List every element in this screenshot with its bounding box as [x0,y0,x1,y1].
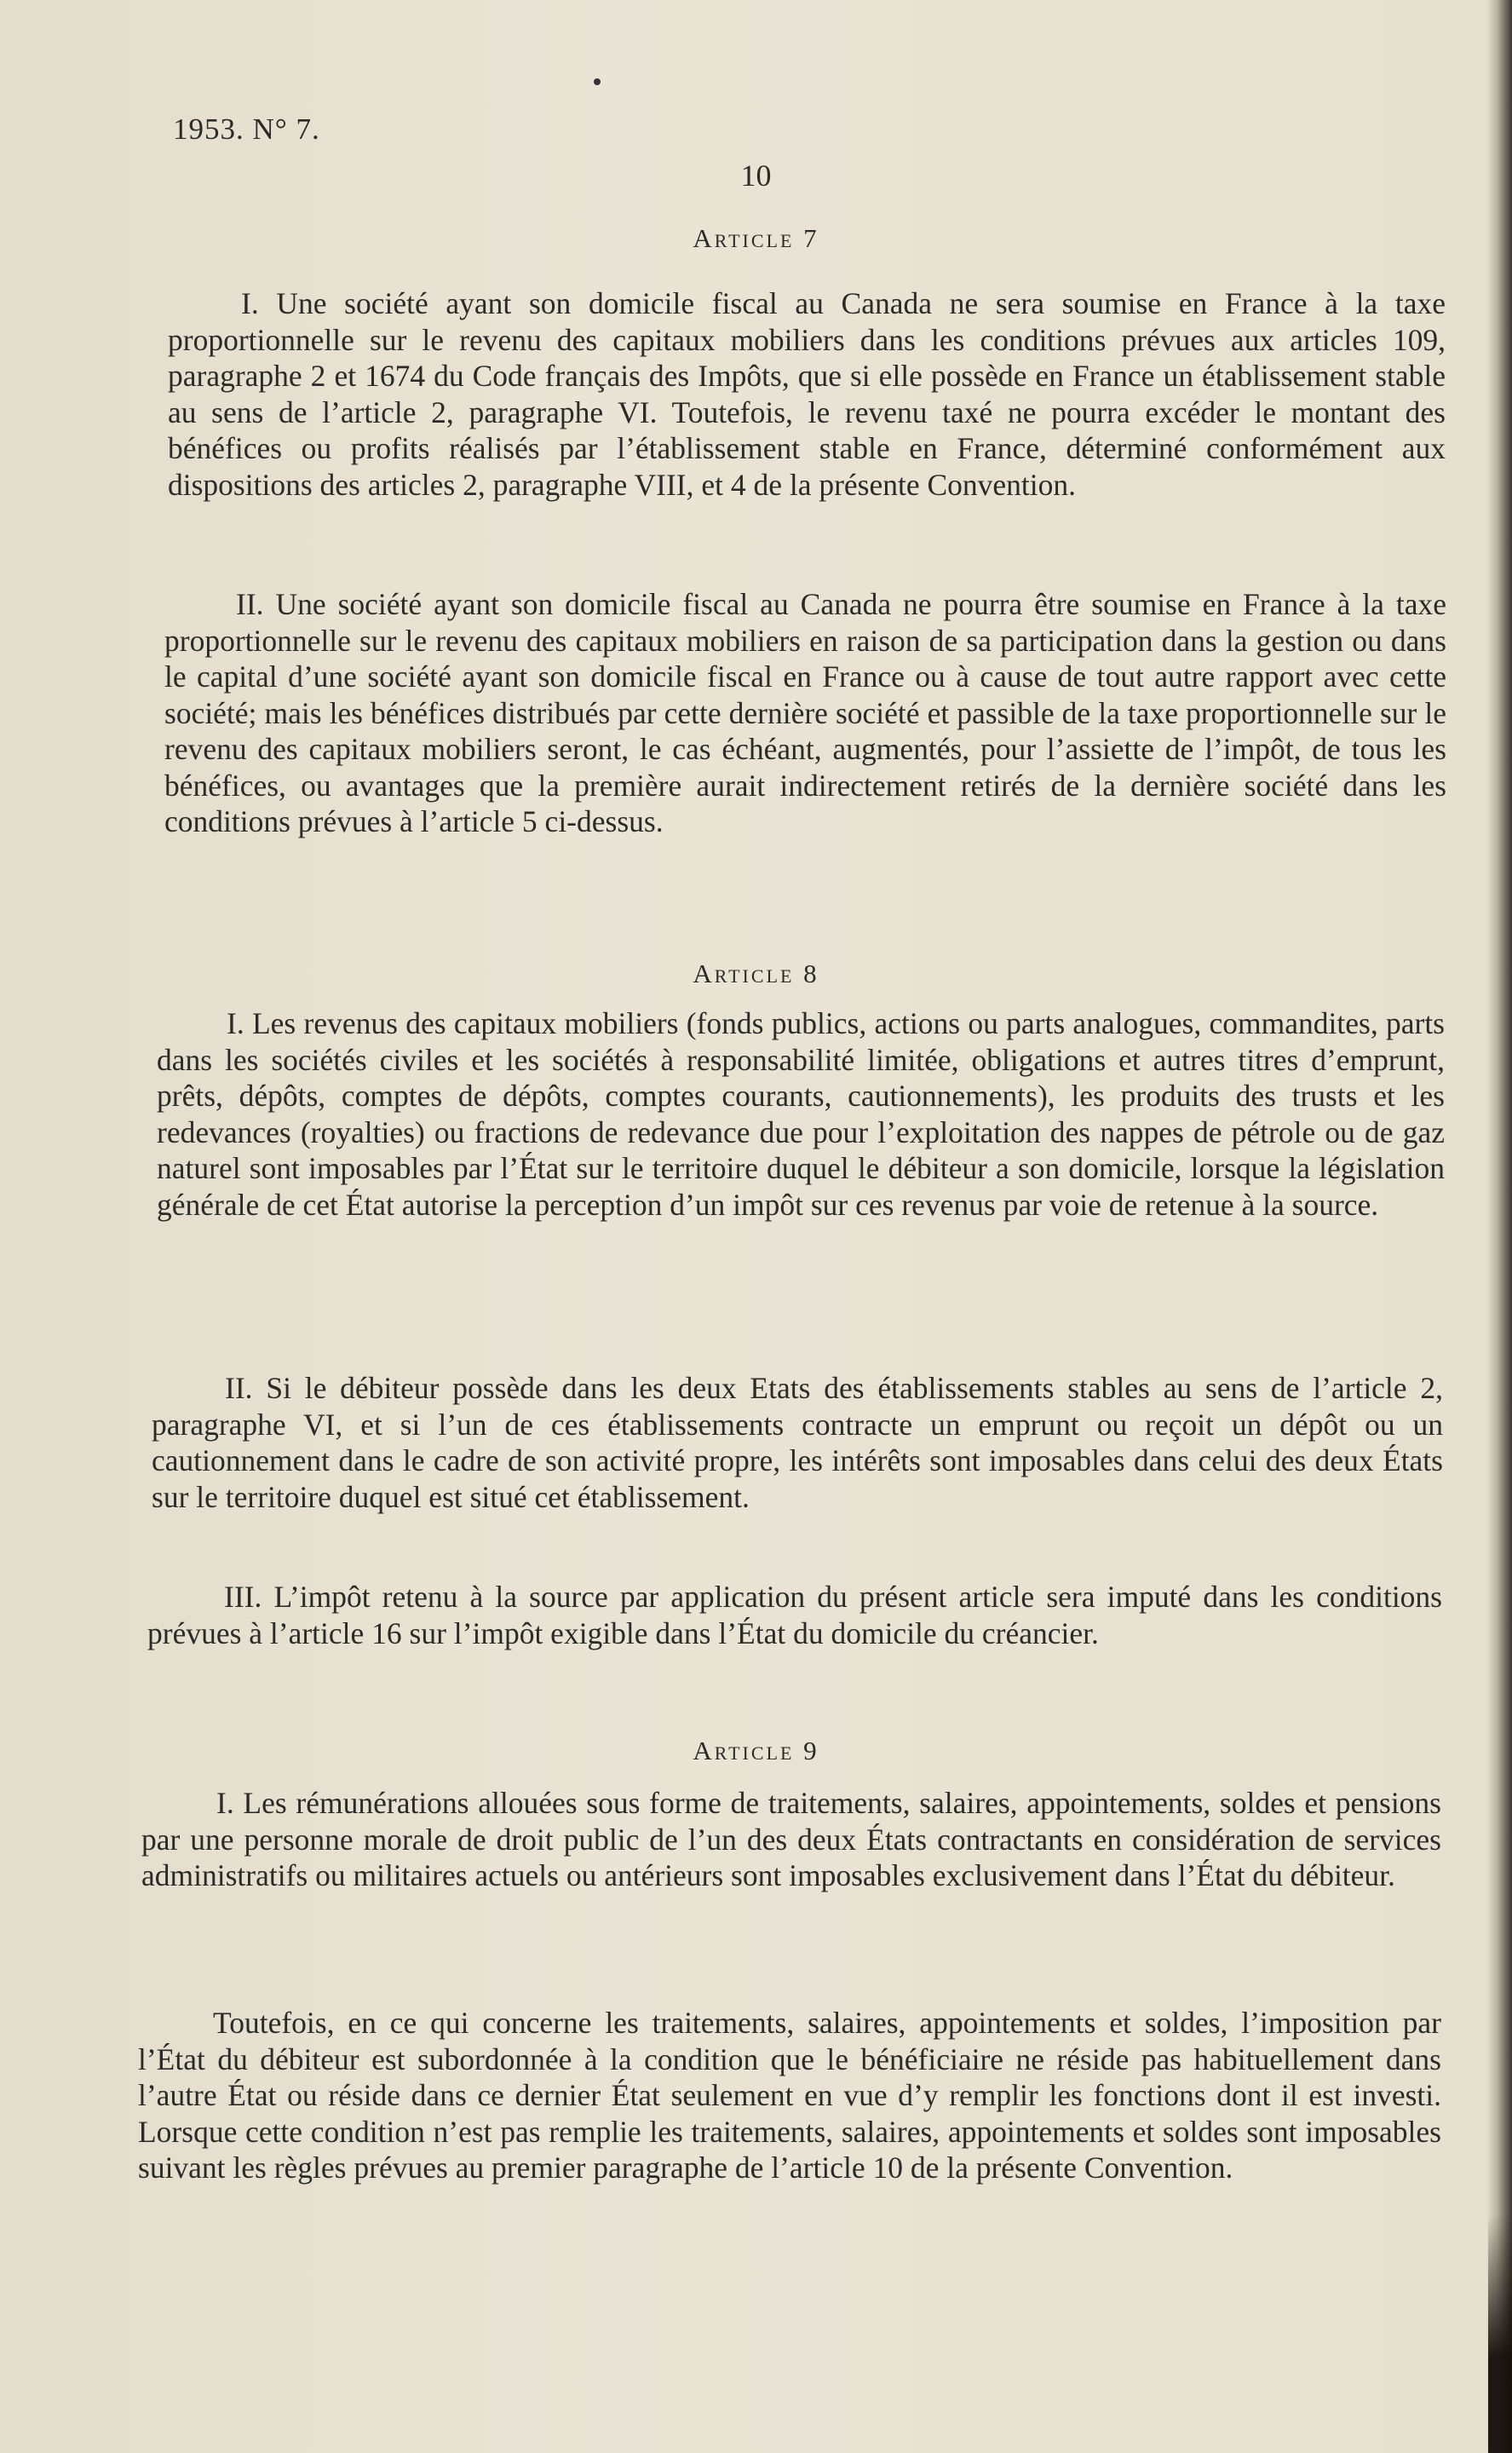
article-7-paragraph-1: I. Une société ayant son domicile fiscal au Canada ne sera soumise en France à la taxe proportionnelle sur le revenu des capitaux mobiliers dans les conditions prévues aux articles 109, paragraphe 2 et 1674 du Code français des Impôts, que si elle possède en France un établissement stable au sens de l’article 2, paragraphe VI. Toutefois, le revenu taxé ne pourra excéder le montant des bénéfices ou profits réalisés par l’établissement stable en France, déterminé conformément aux dispositions des articles 2, paragraphe VIII, et 4 de la présente Convention. [168,286,1446,502]
article-7-paragraph-2: II. Une société ayant son domicile fiscal au Canada ne pourra être soumise en France à la taxe proportionnelle sur le revenu des capitaux mobiliers en raison de sa participation dans la gestion ou dans le capital d’une société ayant son domicile fiscal en France ou à cause de tout autre rapport avec cette société; mais les bénéfices distribués par cette dernière société et passible de la taxe proportionnelle sur le revenu des capitaux mobiliers seront, le cas échéant, augmentés, pour l’assiette de l’impôt, de tous les bénéfices, ou avantages que la première aurait indirectement retirés de la dernière société dans les conditions prévues à l’article 5 ci-dessus. [164,587,1446,838]
article-9-heading: Article 9 [693,1736,819,1765]
article-7-heading: Article 7 [693,223,819,253]
page-edge-shadow [1486,0,1512,2453]
document-reference: 1953. N° 7. [173,112,320,146]
article-8-paragraph-2: II. Si le débiteur possède dans les deux Etats des établissements stables au sens de l’article 2, paragraphe VI, et si l’un de ces établissements contracte un emprunt ou reçoit un dépôt ou un cautionnement dans le cadre de son activité propre, les intérêts sont imposables dans celui des deux États sur le territoire duquel est situé cet établissement. [152,1371,1443,1514]
article-8-paragraph-1: I. Les revenus des capitaux mobiliers (fonds publics, actions ou parts analogues, commandites, parts dans les sociétés civiles et les sociétés à responsabilité limitée, obligations et autres titres d’emprunt, prêts, dépôts, comptes de dépôts, comptes courants, cautionnements), les produits des trusts et les redevances (royalties) ou fractions de redevance due pour l’exploitation des nappes de pétrole ou de gaz naturel sont imposables par l’État sur le territoire duquel le débiteur a son domicile, lorsque la législation générale de cet État autorise la perception d’un impôt sur ces revenus par voie de retenue à la source. [157,1006,1445,1222]
article-9-paragraph-1: I. Les rémunérations allouées sous forme de traitements, salaires, appointements, soldes et pensions par une personne morale de droit public de l’un des deux États contractants en considération de services administratifs ou militaires actuels ou antérieurs sont imposables exclusivement dans l’État du débiteur. [141,1786,1441,1892]
article-8-paragraph-3: III. L’impôt retenu à la source par application du présent article sera imputé dans les conditions prévues à l’article 16 sur l’impôt exigible dans l’État du domicile du créancier. [147,1580,1442,1650]
page-number: 10 [740,158,772,193]
printed-dot-mark [594,78,601,85]
article-8-heading: Article 8 [693,959,819,988]
article-9-paragraph-2: Toutefois, en ce qui concerne les traitements, salaires, appointements et soldes, l’imposition par l’État du débiteur est subordonnée à la condition que le bénéficiaire ne réside pas habituellement dans l’autre État ou réside dans ce dernier État seulement en vue d’y remplir les fonctions dont il est investi. Lorsque cette condition n’est pas remplie les traitements, salaires, appointements et soldes sont imposables suivant les règles prévues au premier paragraphe de l’article 10 de la présente Convention. [138,2006,1441,2185]
page-corner-shadow [1488,2214,1512,2453]
